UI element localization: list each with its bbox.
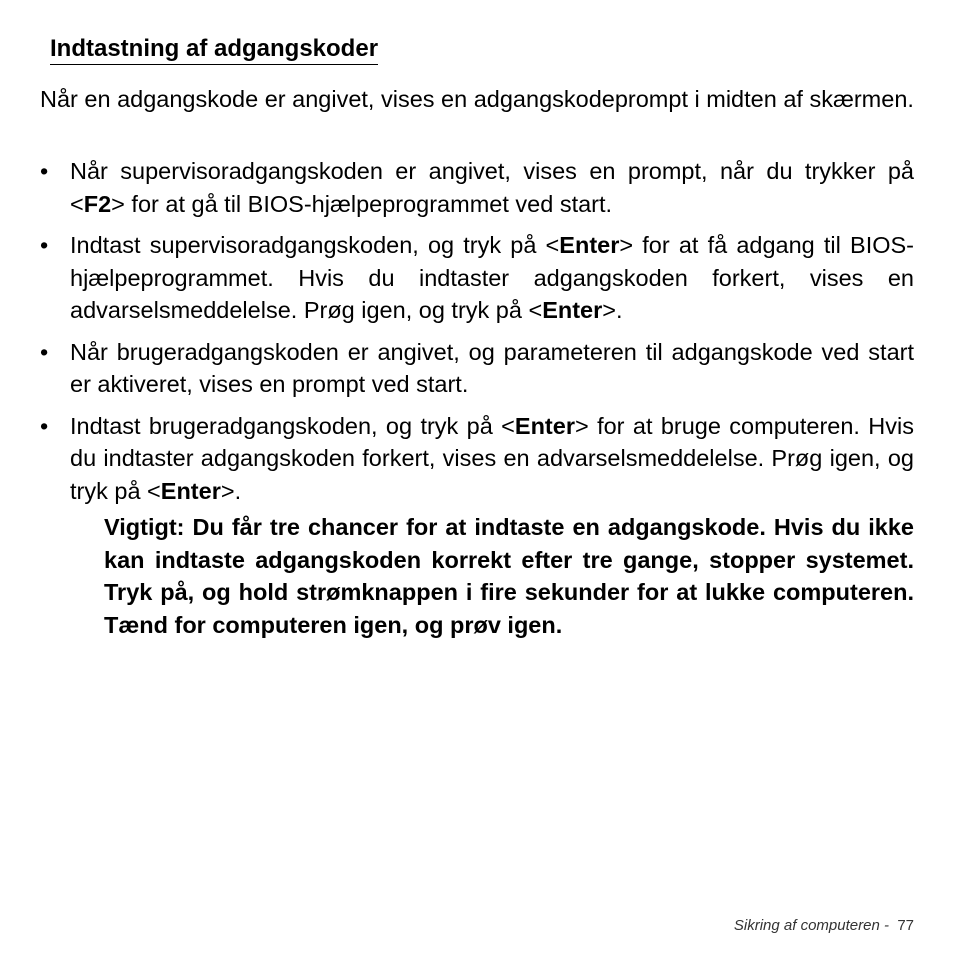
- key-name: Enter: [542, 297, 603, 323]
- list-item-text: Indtast supervisoradgangskoden, og tryk på <: [70, 232, 560, 258]
- list-item-text: Når brugeradgangskoden er angivet, og parameteren til adgangskode ved start er aktiveret, vises en prompt ved start.: [70, 338, 914, 397]
- list-item: [40, 410, 914, 508]
- bullet-marker: •: [40, 338, 49, 365]
- list-item-text: Når supervisoradgangskoden er angivet, vises en prompt, når du trykker på <: [70, 158, 914, 217]
- list-item-text: > for at bruge computeren. Hvis du indtaster adgangskoden forkert, vises en advarselsmeddelelse. Prøg igen, og tryk på <: [70, 412, 914, 504]
- key-name: Enter: [514, 412, 575, 439]
- bullet-marker: •: [40, 232, 49, 258]
- key-name: Enter: [160, 477, 221, 504]
- bullet-marker: •: [40, 158, 49, 184]
- list-item: [40, 229, 914, 327]
- list-item: [40, 155, 914, 220]
- list-item-text: >.: [602, 297, 623, 323]
- key-name: F2: [83, 190, 112, 217]
- list-item-text: Indtast brugeradgangskoden, og tryk på <: [70, 412, 515, 439]
- list-item-text: > for at gå til BIOS-hjælpeprogrammet ved start.: [111, 190, 613, 217]
- list-item-text: >.: [220, 477, 242, 504]
- page-number: 77: [897, 917, 914, 934]
- bullet-marker: •: [40, 412, 49, 439]
- footer-chapter: Sikring af computeren -: [733, 917, 894, 934]
- list-item: [40, 336, 914, 401]
- intro-paragraph: Når en adgangskode er angivet, vises en adgangskodeprompt i midten af skærmen.: [40, 86, 914, 112]
- key-name: Enter: [559, 232, 620, 258]
- important-note: Vigtigt: Du får tre chancer for at indtaste en adgangskode. Hvis du ikke kan indtaste adgangskoden korrekt efter tre gange, stopper systemet. Tryk på, og hold strømknappen i fire sekunder for at lukke computeren. Tænd for computeren igen, og prøv igen.: [104, 514, 914, 638]
- list-item-text: > for at få adgang til BIOS-hjælpeprogrammet. Hvis du indtaster adgangskoden forkert, vises en advarselsmeddelelse. Prøg igen, og tryk på <: [70, 232, 914, 323]
- page-footer: [734, 917, 914, 934]
- bullet-list: [40, 155, 914, 516]
- section-heading: Indtastning af adgangskoder: [50, 34, 378, 65]
